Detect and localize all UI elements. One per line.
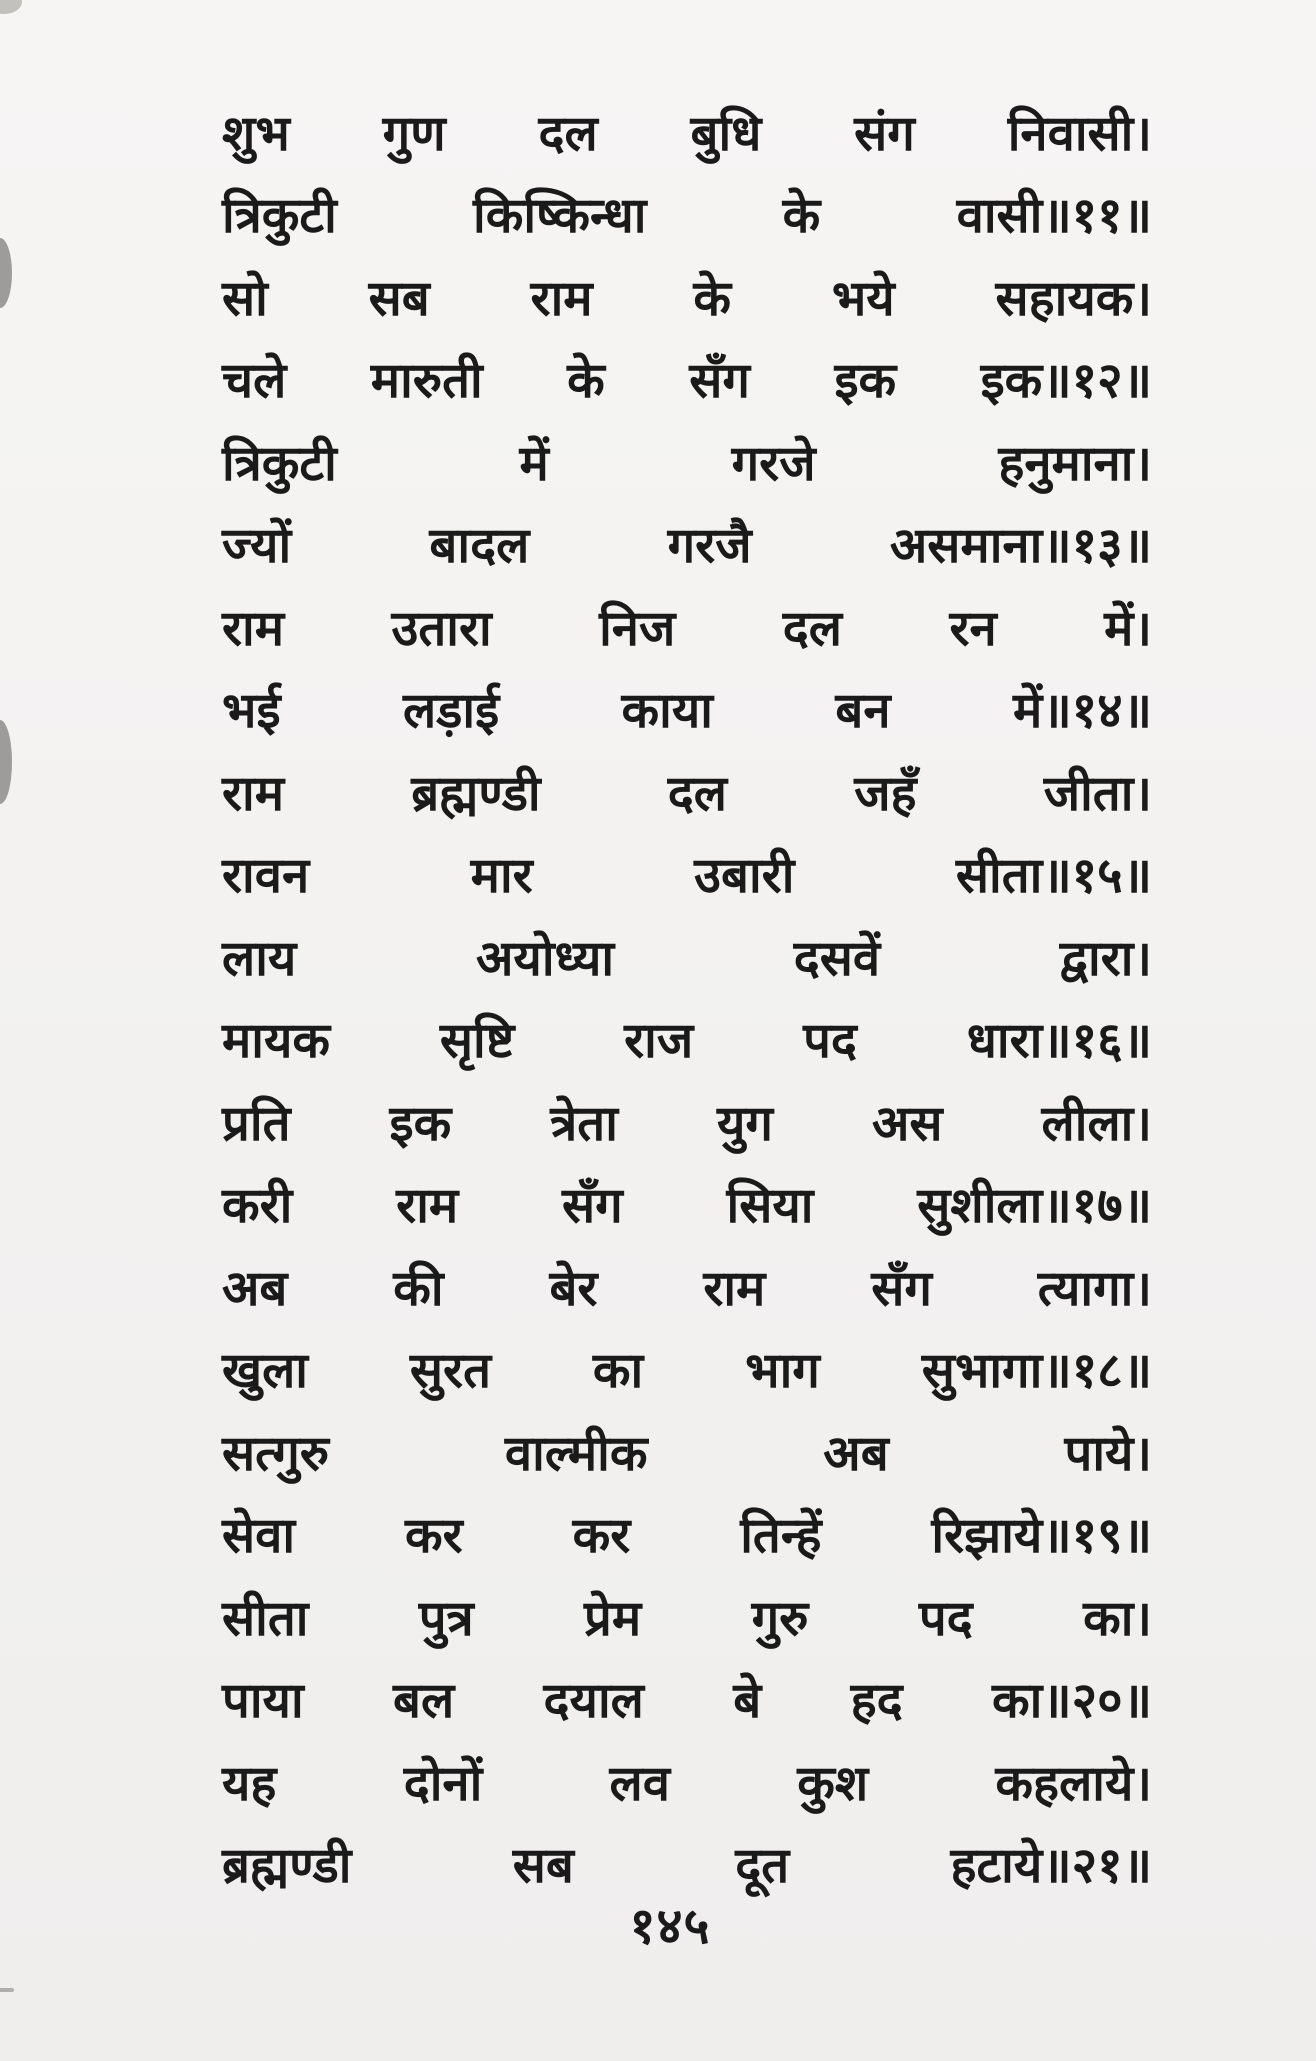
- verse-word: लड़ाई: [402, 682, 500, 740]
- verse-word: लाय: [222, 929, 297, 987]
- verse-word: सिया: [726, 1177, 814, 1235]
- verse-word: सब: [368, 269, 430, 327]
- verse-word: प्रति: [222, 1094, 291, 1152]
- verse-word: किष्किन्धा: [473, 187, 647, 245]
- verse-line: [222, 1742, 1152, 1825]
- page-edge-mark: [0, 720, 12, 804]
- verse-line: [222, 340, 1152, 423]
- verse-word: करी: [222, 1177, 293, 1235]
- verse-word: राम: [703, 1259, 766, 1317]
- verse-word: राम: [222, 599, 285, 657]
- verse-word: त्रिकुटी: [222, 187, 337, 245]
- verse-word: ब्रह्मण्डी: [222, 1837, 352, 1895]
- verse-word: सो: [222, 269, 268, 327]
- verse-word: उतारा: [391, 599, 492, 657]
- verse-word: सँग: [689, 352, 750, 410]
- verse-line: [222, 1000, 1152, 1083]
- verse-word: सीता: [222, 1589, 309, 1647]
- verse-word: के: [782, 187, 821, 245]
- verse-word: द्वारा।: [1059, 929, 1152, 987]
- verse-word: हद: [850, 1672, 903, 1730]
- verse-word: दल: [667, 764, 728, 822]
- verse-word: गरजै: [667, 517, 752, 575]
- verse-word: इक: [834, 352, 897, 410]
- verse-line: [222, 917, 1152, 1000]
- page-number: १४५: [629, 1897, 711, 1955]
- verse-word: सत्गुरु: [222, 1424, 330, 1482]
- verse-word: लव: [609, 1754, 670, 1812]
- verse-word: यह: [222, 1754, 277, 1812]
- verse-line: [222, 587, 1152, 670]
- verse-line: [222, 1495, 1152, 1578]
- verse-line: [222, 1577, 1152, 1660]
- verse-word: सुरत: [409, 1342, 492, 1400]
- verse-word: बेर: [549, 1259, 598, 1317]
- verse-word: दसवें: [793, 929, 881, 987]
- page-edge-mark: [0, 238, 12, 308]
- verse-word: त्रेता: [550, 1094, 618, 1152]
- verse-word: बुधि: [690, 104, 762, 162]
- verse-word: पुत्र: [418, 1589, 474, 1647]
- verse-word: हटाये॥२१॥: [950, 1837, 1152, 1895]
- verse-line: [222, 505, 1152, 588]
- verse-text: [222, 92, 1152, 1907]
- verse-line: [222, 257, 1152, 340]
- verse-word: प्रेम: [584, 1589, 642, 1647]
- verse-word: अब: [222, 1259, 288, 1317]
- verse-word: कर: [404, 1507, 463, 1565]
- verse-line: [222, 1082, 1152, 1165]
- verse-word: संग: [854, 104, 915, 162]
- verse-word: की: [393, 1259, 444, 1317]
- verse-word: शुभ: [222, 104, 290, 162]
- verse-word: दोनों: [403, 1754, 483, 1812]
- verse-word: त्रिकुटी: [222, 434, 337, 492]
- verse-word: सहायक।: [995, 269, 1152, 327]
- verse-word: पाया: [222, 1672, 304, 1730]
- verse-line: [222, 92, 1152, 175]
- verse-word: निवासी।: [1007, 104, 1152, 162]
- verse-word: कहलाये।: [995, 1754, 1152, 1812]
- verse-word: सँग: [871, 1259, 932, 1317]
- verse-word: युग: [716, 1094, 773, 1152]
- page-edge-mark: [0, 1988, 14, 1992]
- verse-word: सुभागा॥१८॥: [921, 1342, 1152, 1400]
- verse-word: सृष्टि: [439, 1012, 515, 1070]
- verse-word: दूत: [735, 1837, 790, 1895]
- verse-word: उबारी: [694, 847, 795, 905]
- verse-word: चले: [222, 352, 287, 410]
- verse-word: बादल: [429, 517, 530, 575]
- verse-line: [222, 670, 1152, 753]
- verse-word: राम: [530, 269, 593, 327]
- verse-word: ब्रह्मण्डी: [411, 764, 541, 822]
- verse-word: हनुमाना।: [998, 434, 1152, 492]
- verse-word: पद: [918, 1589, 973, 1647]
- verse-word: मायक: [222, 1012, 331, 1070]
- verse-line: [222, 422, 1152, 505]
- verse-word: दल: [782, 599, 843, 657]
- verse-word: तिन्हें: [740, 1507, 822, 1565]
- verse-word: पाये।: [1064, 1424, 1152, 1482]
- verse-word: के: [693, 269, 732, 327]
- verse-word: में॥१४॥: [1013, 682, 1152, 740]
- verse-word: भाग: [745, 1342, 820, 1400]
- verse-word: इक॥१२॥: [980, 352, 1152, 410]
- verse-line: [222, 752, 1152, 835]
- verse-word: बन: [835, 682, 891, 740]
- verse-word: सीता॥१५॥: [955, 847, 1152, 905]
- verse-word: मार: [470, 847, 533, 905]
- verse-word: खुला: [222, 1342, 308, 1400]
- page-edge-mark: [0, 0, 22, 14]
- verse-word: सब: [512, 1837, 574, 1895]
- verse-word: का॥२०॥: [991, 1672, 1152, 1730]
- verse-word: रन: [949, 599, 997, 657]
- verse-word: पद: [803, 1012, 857, 1070]
- verse-word: दयाल: [543, 1672, 644, 1730]
- verse-line: [222, 1412, 1152, 1495]
- verse-word: बल: [392, 1672, 455, 1730]
- verse-word: राम: [396, 1177, 459, 1235]
- verse-word: गुरु: [751, 1589, 809, 1647]
- verse-word: काया: [621, 682, 713, 740]
- verse-line: [222, 1660, 1152, 1743]
- verse-word: गुण: [382, 104, 446, 162]
- verse-word: जहँ: [854, 764, 917, 822]
- verse-word: वासी॥११॥: [956, 187, 1152, 245]
- verse-line: [222, 835, 1152, 918]
- verse-word: में।: [1104, 599, 1152, 657]
- verse-word: मारुती: [370, 352, 483, 410]
- verse-word: इक: [389, 1094, 452, 1152]
- verse-word: दल: [538, 104, 598, 162]
- verse-word: असमाना॥१३॥: [889, 517, 1152, 575]
- verse-word: के: [567, 352, 605, 410]
- verse-word: त्यागा।: [1037, 1259, 1152, 1317]
- verse-word: का।: [1083, 1589, 1152, 1647]
- verse-word: बे: [733, 1672, 762, 1730]
- verse-word: अयोध्या: [476, 929, 615, 987]
- verse-word: राम: [222, 764, 285, 822]
- verse-word: लीला।: [1041, 1094, 1152, 1152]
- verse-line: [222, 1247, 1152, 1330]
- verse-word: ज्यों: [222, 517, 292, 575]
- verse-word: भये: [831, 269, 895, 327]
- verse-word: सुशीला॥१७॥: [917, 1177, 1152, 1235]
- verse-line: [222, 175, 1152, 258]
- verse-word: अब: [823, 1424, 889, 1482]
- verse-word: का: [592, 1342, 644, 1400]
- verse-word: रिझाये॥१९॥: [931, 1507, 1152, 1565]
- verse-word: रावन: [222, 847, 310, 905]
- verse-word: जीता।: [1043, 764, 1152, 822]
- verse-word: अस: [871, 1094, 943, 1152]
- verse-word: वाल्मीक: [504, 1424, 648, 1482]
- verse-line: [222, 1330, 1152, 1413]
- verse-word: सेवा: [222, 1507, 296, 1565]
- verse-word: कर: [572, 1507, 631, 1565]
- verse-word: धारा॥१६॥: [966, 1012, 1152, 1070]
- verse-word: राज: [624, 1012, 694, 1070]
- verse-word: कुश: [797, 1754, 869, 1812]
- verse-line: [222, 1165, 1152, 1248]
- verse-word: में: [519, 434, 549, 492]
- verse-word: निज: [599, 599, 676, 657]
- verse-word: गरजे: [731, 434, 816, 492]
- verse-word: सँग: [562, 1177, 623, 1235]
- verse-word: भई: [222, 682, 281, 740]
